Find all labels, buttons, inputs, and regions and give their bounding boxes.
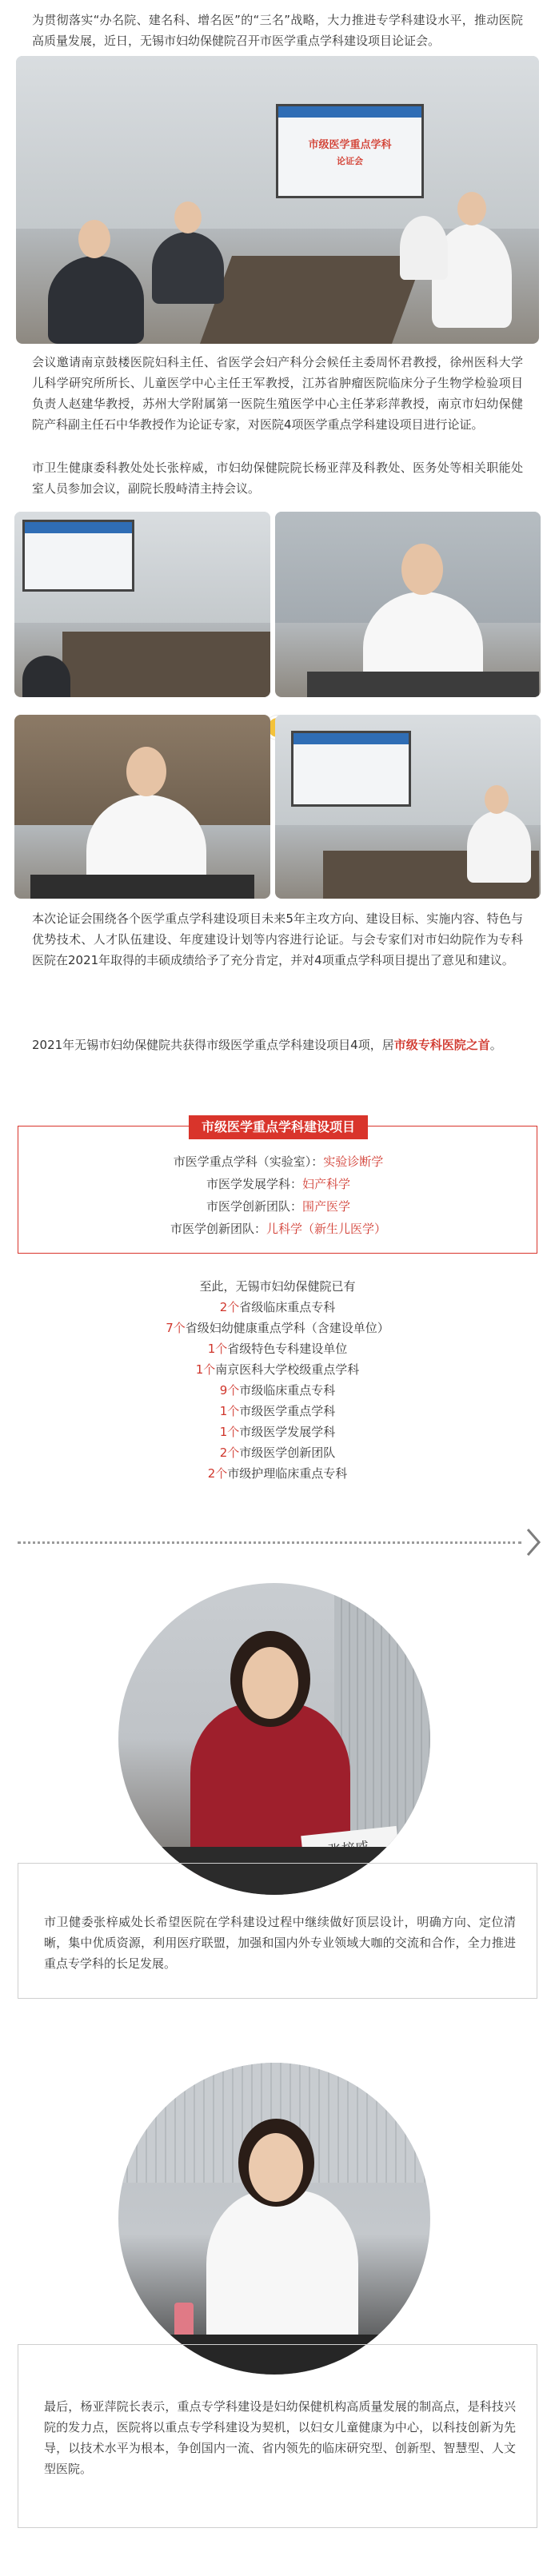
stats-intro: 至此，无锡市妇幼保健院已有 <box>199 1279 356 1294</box>
key-project-row: 市医学创新团队：围产医学 <box>206 1199 351 1214</box>
dotted-divider <box>18 1541 521 1544</box>
achievement-text: 2021年无锡市妇幼保健院共获得市级医学重点学科建设项目4项，居 <box>32 1038 394 1052</box>
stats-item: 1个市级医学发展学科 <box>219 1425 336 1439</box>
chevron-right-icon <box>525 1526 542 1558</box>
quote-official: 市卫健委张梓威处长希望医院在学科建设过程中继续做好顶层设计，明确方向、定位清晰，集中优质资源，利用医疗联盟，加强和国内外专业领域大咖的交流和合作，全力推进重点专学科的长足发展。 <box>44 1915 516 1971</box>
attendees-paragraph: 市卫生健康委科教处处长张梓威，市妇幼保健院院长杨亚萍及科教处、医务处等相关职能处室人员参加会议，副院长殷峙清主持会议。 <box>32 461 523 496</box>
quote-box-official <box>18 1863 537 1999</box>
stats-item: 1个市级医学重点学科 <box>219 1404 336 1418</box>
quote-box-director <box>18 2344 537 2528</box>
key-project-row: 市医学创新团队：儿科学（新生儿医学） <box>170 1222 387 1236</box>
stats-item: 2个省级临床重点专科 <box>219 1300 336 1314</box>
stats-item: 1个省级特色专科建设单位 <box>207 1342 348 1356</box>
meeting-photo-left-top <box>14 512 270 697</box>
stats-item: 7个省级妇幼健康重点学科（含建设单位） <box>166 1321 389 1335</box>
intro-paragraph: 为贯彻落实“办名院、建名科、增名医”的“三名”战略，大力推进专学科建设水平，推动医院高质量发展，近日，无锡市妇幼保健院召开市医学重点学科建设项目论证会。 <box>32 13 523 48</box>
experts-paragraph: 会议邀请南京鼓楼医院妇科主任、省医学会妇产科分会候任主委周怀君教授，徐州医科大学儿科学研究所所长、儿童医学中心主任王军教授，江苏省肿瘤医院临床分子生物学检验项目负责人赵建华教授，苏州大学附属第一医院生殖医学中心主任茅彩萍教授，南京市妇幼保健院产科副主任石中华教授作为论证专家，对医院4项医学重点学科建设项目进行论证。 <box>32 355 523 432</box>
screen-subtitle: 论证会 <box>337 155 363 166</box>
quote-director: 最后，杨亚萍院长表示，重点专学科建设是妇幼保健机构高质量发展的制高点，是科技兴院的发力点，医院将以重点专学科建设为契机，以妇女儿童健康为中心，以科技创新为先导，以技术水平为根本，争创国内一流、省内领先的临床研究型、创新型、智慧型、人文型医院。 <box>44 2399 516 2476</box>
screen-title: 市级医学重点学科 <box>308 138 392 151</box>
key-projects-box <box>18 1119 537 1254</box>
key-project-row: 市医学重点学科（实验室）：实验诊断学 <box>173 1154 384 1169</box>
stats-item: 9个市级临床重点专科 <box>219 1383 336 1398</box>
meeting-photo-right-bottom <box>275 715 541 899</box>
key-project-row: 市医学发展学科：妇产科学 <box>206 1177 351 1191</box>
stats-item: 2个市级护理临床重点专科 <box>207 1466 348 1481</box>
speaker-photo-left-bottom <box>14 715 270 899</box>
stats-item: 2个市级医学创新团队 <box>219 1446 336 1460</box>
portrait-photo-director <box>118 2063 430 2375</box>
key-projects-title: 市级医学重点学科建设项目 <box>189 1115 368 1139</box>
achievement-suffix: 。 <box>489 1038 502 1052</box>
achievement-paragraph <box>32 1035 523 1055</box>
projection-screen <box>276 104 424 198</box>
meeting-photo <box>16 56 539 344</box>
stats-item: 1个南京医科大学校级重点学科 <box>195 1362 360 1377</box>
achievement-highlight: 市级专科医院之首 <box>393 1038 490 1052</box>
summary-paragraph: 本次论证会围绕各个医学重点学科建设项目未来5年主攻方向、建设目标、实施内容、特色与优势技术、人才队伍建设、年度建设计划等内容进行论证。与会专家们对市妇幼院作为专科医院在2021年取得的丰硕成绩给予了充分肯定，并对4项重点学科项目提出了意见和建议。 <box>32 911 523 967</box>
portrait-photo-official <box>118 1583 430 1895</box>
speaker-photo-right-top <box>275 512 541 697</box>
